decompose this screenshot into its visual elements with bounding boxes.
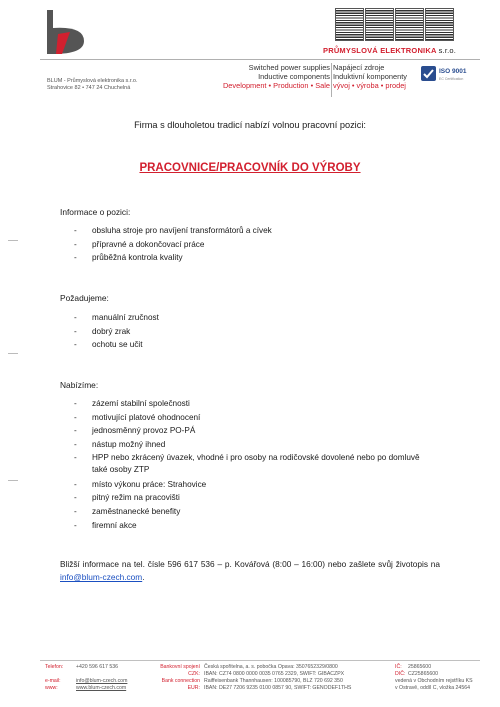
footer-contacts <box>76 664 127 692</box>
services-cz <box>333 63 415 90</box>
list-item: - motivující platové ohodnocení <box>74 411 432 425</box>
bank-line-4: IBAN: DE27 7206 9235 0100 0857 90, SWIFT: GENODEF1THS <box>204 685 352 691</box>
en-line-2: Inductive components <box>258 72 330 81</box>
company-line-2: Strahovice 82 • 747 24 Chuchelná <box>47 85 131 91</box>
list-item: - průběžná kontrola kvality <box>74 251 272 265</box>
ic-label: IČ: <box>395 664 402 670</box>
contact-text: Bližší informace na tel. čísle 596 617 536 – p. Kovářová (8:00 – 16:00) nebo zašlete svůj životopis na <box>60 559 440 569</box>
list-item: - jednosměnný provoz PO-PÁ <box>74 424 432 438</box>
cz-line-3: vývoj • výroba • prodej <box>333 81 406 90</box>
bank-line-2: IBAN: CZ74 0800 0000 0035 0765 2329, SWIFT: GIBACZPX <box>204 671 345 677</box>
logo-letter <box>395 8 424 41</box>
footer-tel: +420 596 617 536 <box>76 664 118 670</box>
dic-label: DIČ: <box>395 671 406 677</box>
en-line-3: Development • Production • Sale <box>222 81 330 90</box>
footer-email-link[interactable]: info@blum-czech.com <box>76 678 128 684</box>
job-title: PRACOVNICE/PRACOVNÍK DO VÝROBY <box>139 162 361 174</box>
offer-list <box>74 397 432 533</box>
footer-bank-details <box>204 664 394 692</box>
list-item: - ochotu se učit <box>74 338 159 352</box>
list-item: - přípravné a dokončovací práce <box>74 238 272 252</box>
en-line-1: Switched power supplies <box>248 63 330 72</box>
margin-mark <box>8 480 18 481</box>
company-address <box>47 78 137 92</box>
subtitle-sro: s.r.o. <box>438 46 457 55</box>
register-line-1: vedená v Obchodním rejstříku KS <box>395 678 473 684</box>
intro-text: Firma s dlouholetou tradicí nabízí volnou pracovní pozici: <box>134 120 366 130</box>
label-www: www: <box>45 685 58 691</box>
requirements-list <box>74 311 159 352</box>
list-item: - místo výkonu práce: Strahovice <box>74 478 432 492</box>
ic-value: 25865600 <box>408 664 432 670</box>
logo-letter <box>425 8 454 41</box>
list-item: - zázemí stabilní společnosti <box>74 397 432 411</box>
requirements-heading: Požadujeme: <box>60 293 109 303</box>
logo-letter <box>335 8 364 41</box>
cz-line-2: Induktivní komponenty <box>333 72 407 81</box>
header-separator <box>331 63 332 97</box>
list-item: - obsluha stroje pro navíjení transformátorů a cívek <box>74 224 272 238</box>
list-item: - firemní akce <box>74 519 432 533</box>
info-list <box>74 224 272 265</box>
list-item: - nástup možný ihned <box>74 438 432 452</box>
bank-label: Bankovní spojení <box>160 664 200 670</box>
list-item: - HPP nebo zkrácený úvazek, vhodné i pro osoby na rodičovské dovolené nebo po domluvě také osoby ZTP <box>74 452 432 478</box>
company-line-1: BLUM - Průmyslová elektronika s.r.o. <box>47 78 138 84</box>
iso-badge <box>421 63 478 97</box>
footer-divider <box>40 660 480 661</box>
margin-mark <box>8 240 18 241</box>
czk-label: CZK: <box>188 671 200 677</box>
footer-www-link[interactable]: www.blum-czech.com <box>76 685 127 691</box>
list-item: - pitný režim na pracovišti <box>74 491 432 505</box>
email-link[interactable]: info@blum-czech.com <box>60 572 143 582</box>
footer-id-values <box>408 664 438 678</box>
checkmark-icon <box>421 66 436 81</box>
subtitle-main: PRŮMYSLOVÁ ELEKTRONIKA <box>323 46 437 55</box>
footer-bank-labels <box>128 664 200 692</box>
dic-value: CZ25865600 <box>408 671 438 677</box>
bank-connection-label: Bank connection <box>161 678 200 684</box>
contact-paragraph <box>60 558 440 584</box>
footer-id-labels <box>395 664 405 678</box>
blum-wordmark <box>335 8 480 41</box>
list-item: - dobrý zrak <box>74 325 159 339</box>
info-heading: Informace o pozici: <box>60 207 131 217</box>
iso-cert: EC Certification <box>439 77 464 81</box>
contact-end: . <box>142 572 145 582</box>
offer-heading: Nabízíme: <box>60 380 99 390</box>
register-line-2: v Ostravě, oddíl C, vložka 24564 <box>395 685 470 691</box>
iso-label: ISO 9001 <box>439 68 467 75</box>
bank-line-3: Raiffeisenbank Thannhausen: 100085790, BLZ 720 692 350 <box>204 678 343 684</box>
company-subtitle <box>323 46 456 55</box>
label-email: e-mail: <box>45 678 61 684</box>
company-logo-icon <box>44 10 90 56</box>
list-item: - manuální zručnost <box>74 311 159 325</box>
eur-label: EUR: <box>187 685 200 691</box>
services-en <box>195 63 330 90</box>
header-divider <box>40 59 480 60</box>
logo-letter <box>365 8 394 41</box>
bank-line-1: Česká spořitelna, a. s. pobočka Opava: 3507652329/0800 <box>204 664 338 670</box>
margin-mark <box>8 353 18 354</box>
label-tel: Telefon: <box>45 664 64 670</box>
footer-labels <box>45 664 63 692</box>
list-item: - zaměstnanecké benefity <box>74 505 432 519</box>
footer-register <box>395 678 473 692</box>
cz-line-1: Napájecí zdroje <box>333 63 385 72</box>
